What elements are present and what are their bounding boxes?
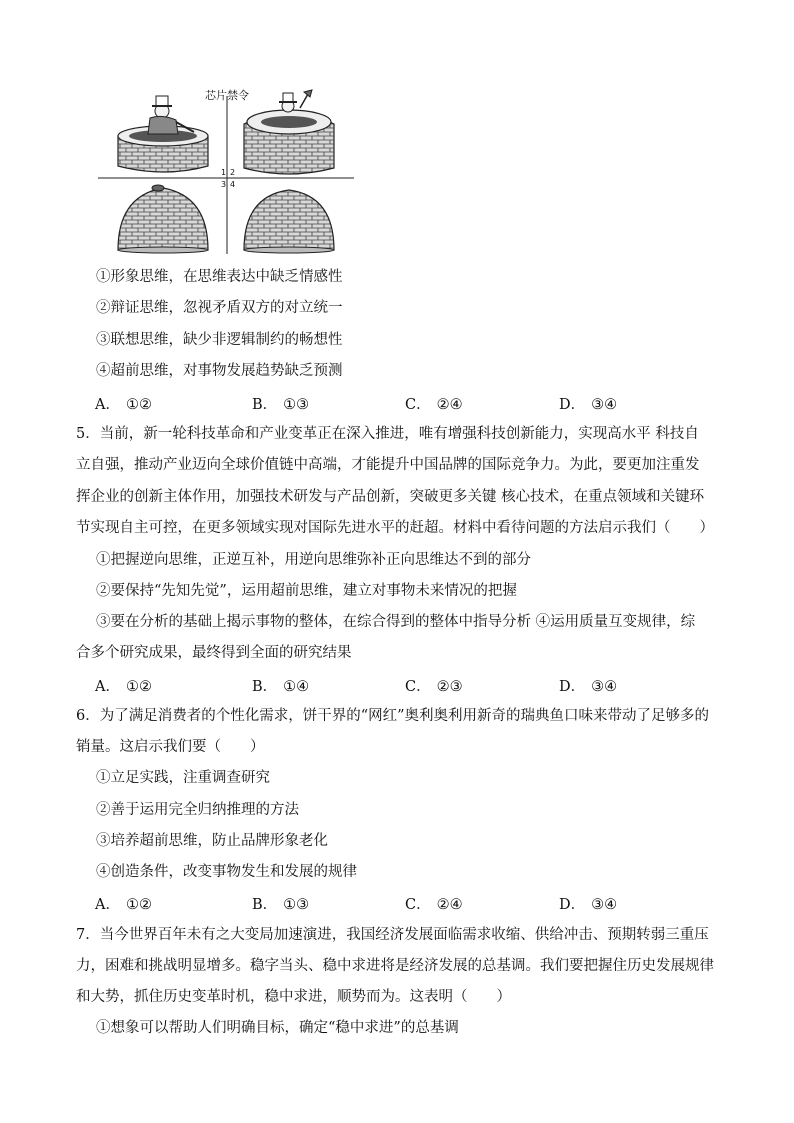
q5-choices: [95, 675, 655, 695]
q4-choice-b[interactable]: B． ①③: [252, 397, 310, 413]
q7-stem-line-2: 力，困难和挑战明显增多。稳字当头、稳中求进将是经济发展的总基调。我们要把握住历史发展规律: [76, 958, 714, 974]
q6-stem-line-2: 销量。这启示我们要（ ）: [76, 739, 265, 755]
q4-choices: [95, 393, 655, 413]
panel-label-1: 1: [221, 168, 227, 177]
q4-option-3: ③联想思维，缺少非逻辑制约的畅想性: [96, 332, 343, 348]
panel-label-4: 4: [230, 180, 236, 189]
q6-option-2: ②善于运用完全归纳推理的方法: [96, 802, 299, 818]
q7-stem-line-3: 和大势，抓住历史变革时机，稳中求进，顺势而为。这表明（ ）: [76, 989, 511, 1005]
q5-choice-b[interactable]: B． ①④: [252, 679, 310, 695]
q7-option-1: ①想象可以帮助人们明确目标，确定“稳中求进”的总基调: [96, 1020, 459, 1036]
q4-option-1: ①形象思维，在思维表达中缺乏情感性: [96, 269, 343, 285]
q6-choice-d[interactable]: D． ③④: [559, 897, 618, 913]
q5-option-3: ③要在分析的基础上揭示事物的整体，在综合得到的整体中指导分析 ④运用质量互变规律，综: [96, 614, 696, 630]
q5-stem-line-4: 节实现自主可控，在更多领域实现对国际先进水平的赶超。材料中看待问题的方法启示我们（ ）: [76, 520, 714, 536]
q4-choice-c[interactable]: C． ②④: [405, 397, 463, 413]
chip-ban-cartoon: [96, 84, 358, 256]
q5-option-2: ②要保持“先知先觉”，运用超前思维，建立对事物未来情况的把握: [96, 583, 517, 599]
q4-option-2: ②辩证思维，忽视矛盾双方的对立统一: [96, 300, 343, 316]
q6-stem-line-1: 6．为了满足消费者的个性化需求，饼干界的“网红”奥利奥利用新奇的瑞典鱼口味来带动了足够多的: [76, 708, 710, 724]
panel-3-dome: [118, 185, 208, 253]
q5-stem-line-3: 挥企业的创新主体作用，加强技术研发与产品创新，突破更多关键 核心技术，在重点领域和关键环: [76, 489, 705, 505]
q5-stem-line-1: 5．当前，新一轮科技革命和产业变革正在深入推进，唯有增强科技创新能力，实现高水平 科技自: [76, 426, 699, 442]
q4-option-4: ④超前思维，对事物发展趋势缺乏预测: [96, 363, 343, 379]
cartoon-caption: 芯片禁令: [205, 89, 249, 102]
q6-option-1: ①立足实践，注重调查研究: [96, 770, 270, 786]
q7-stem-line-1: 7．当今世界百年未有之大变局加速演进，我国经济发展面临需求收缩、供给冲击、预期转弱三重压: [76, 927, 709, 943]
q6-choice-b[interactable]: B． ①③: [252, 897, 310, 913]
panel-2-well: [244, 90, 334, 174]
q6-option-4: ④创造条件，改变事物发生和发展的规律: [96, 864, 357, 880]
q4-choice-a[interactable]: A． ①②: [95, 397, 152, 413]
q5-choice-d[interactable]: D． ③④: [559, 679, 618, 695]
panel-4-dome: [244, 190, 334, 253]
panel-label-3: 3: [221, 180, 227, 189]
q5-option-4-cont: 合多个研究成果，最终得到全面的研究结果: [76, 645, 352, 661]
q5-stem-line-2: 立自强，推动产业迈向全球价值链中高端，才能提升中国品牌的国际竞争力。为此，要更加注重发: [76, 457, 700, 473]
q5-option-1: ①把握逆向思维，正逆互补，用逆向思维弥补正向思维达不到的部分: [96, 552, 531, 568]
q6-choice-a[interactable]: A． ①②: [95, 897, 152, 913]
q5-choice-c[interactable]: C． ②③: [405, 679, 463, 695]
q6-option-3: ③培养超前思维，防止品牌形象老化: [96, 833, 328, 849]
panel-1-well: [118, 96, 208, 172]
q5-choice-a[interactable]: A． ①②: [95, 679, 152, 695]
q6-choices: [95, 893, 655, 913]
q4-choice-d[interactable]: D． ③④: [559, 397, 618, 413]
q6-choice-c[interactable]: C． ②④: [405, 897, 463, 913]
panel-label-2: 2: [230, 168, 236, 177]
